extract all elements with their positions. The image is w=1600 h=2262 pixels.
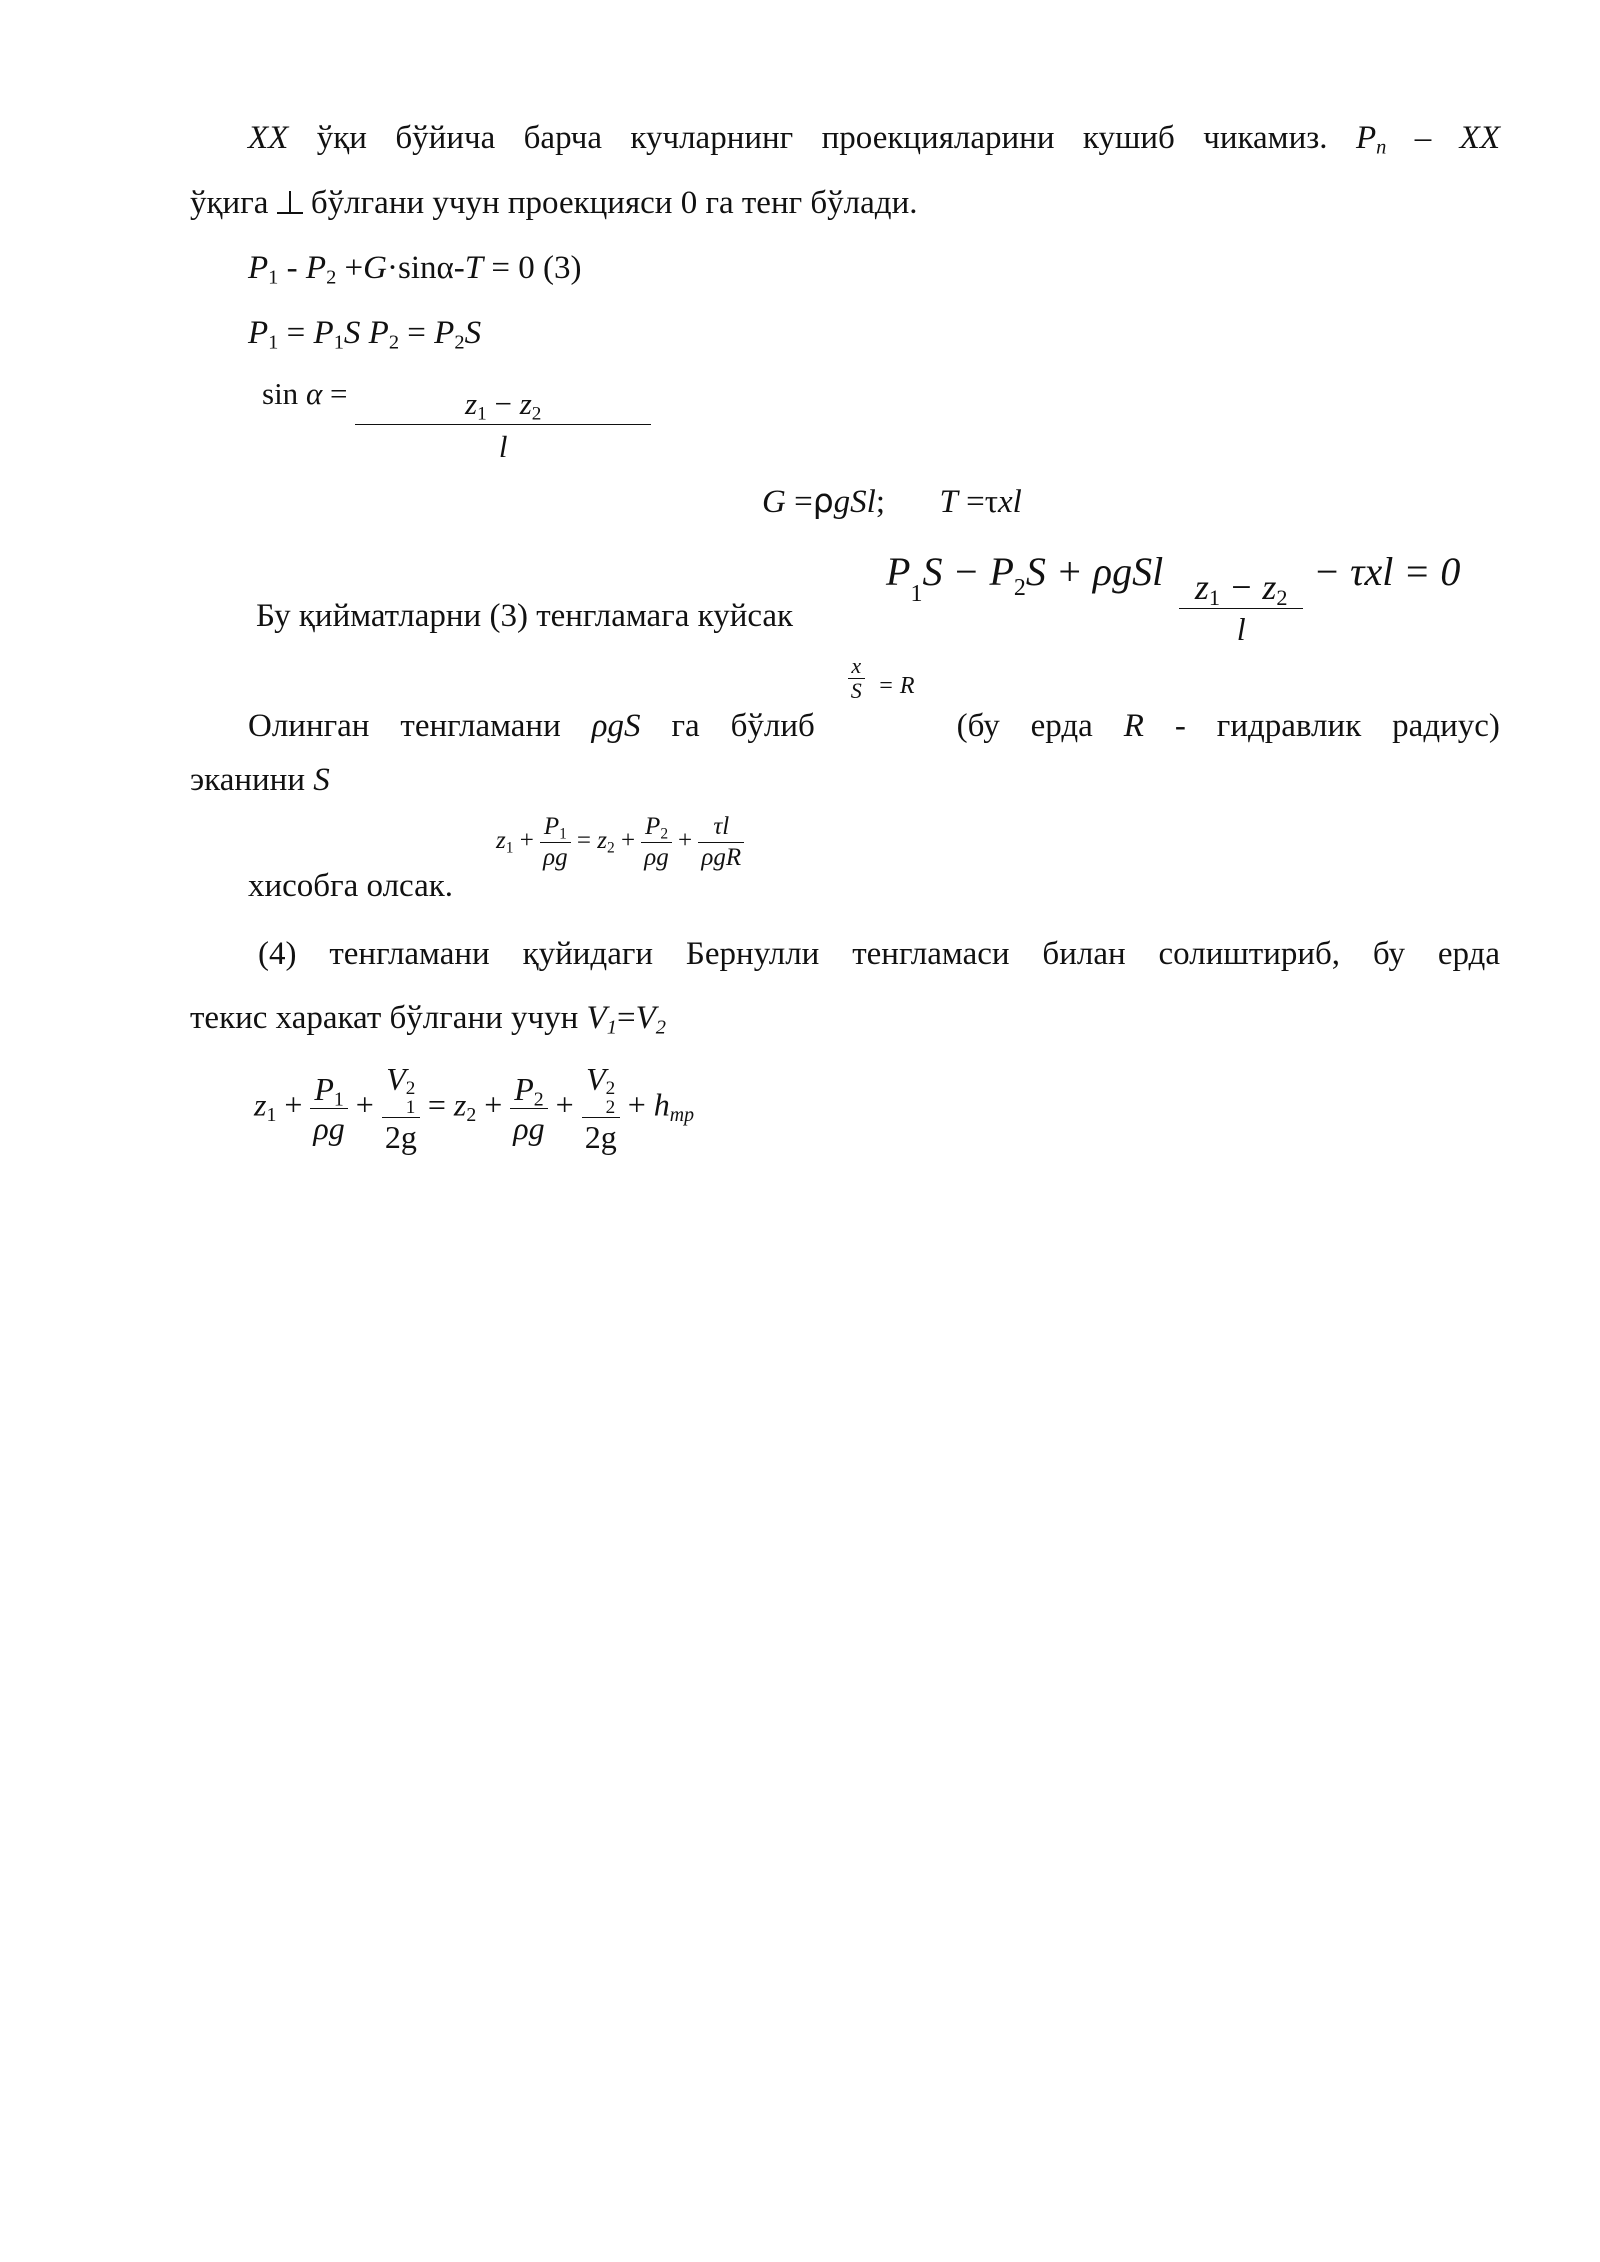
divide-word-6: гидравлик: [1216, 708, 1362, 744]
b-v1-den: 2g: [382, 1117, 420, 1156]
paragraph-4-line-2: [190, 998, 666, 1038]
e4-equals: =: [576, 827, 591, 855]
p-b-sub: 1: [333, 331, 344, 354]
x-num: x: [851, 653, 862, 678]
e4-frac-tau: [698, 812, 744, 873]
f-den-l: l: [1236, 611, 1246, 647]
num-z2-sub: 2: [531, 403, 542, 425]
e4-frac-p1-num: [541, 812, 570, 842]
e4-plus-3: +: [678, 827, 693, 855]
e4-p2-den: ρg: [641, 842, 672, 873]
divide-word-3: га: [671, 708, 700, 744]
b-frac-v1: [382, 1060, 420, 1156]
b-equals: =: [427, 1086, 446, 1123]
b-p1: P: [314, 1070, 334, 1107]
s-den: S: [848, 678, 865, 703]
e4-plus-1: +: [519, 827, 534, 855]
b-frac-p1: [310, 1070, 347, 1147]
sin-fraction: [355, 384, 651, 469]
paragraph-4-line-1: [258, 934, 1500, 974]
dash: –: [1414, 120, 1432, 156]
equation-4: [496, 812, 744, 873]
sin-alpha-equation: [262, 376, 651, 469]
b-v1: V: [386, 1061, 406, 1097]
b-v2-sub: 2: [605, 1097, 616, 1119]
v2-sub: 2: [655, 1016, 666, 1039]
b-frac-p1-num: [311, 1070, 346, 1111]
paragraph-1-line-1: [248, 118, 1500, 158]
e4-p1-den: ρg: [540, 842, 571, 873]
paragraph-1-line-2: [190, 183, 918, 223]
e4-p1: P: [543, 813, 560, 840]
e4-plus-2: +: [620, 827, 636, 855]
axis-xx: XX: [248, 120, 289, 156]
p-b: P: [313, 315, 334, 351]
bernoulli-equation: [254, 1060, 694, 1156]
sin-denominator: [355, 424, 651, 469]
b-plus-5: +: [627, 1086, 646, 1123]
rho-g-s: ρgS: [591, 708, 641, 744]
f-fraction: [1179, 566, 1303, 649]
b-z1: z: [254, 1086, 267, 1123]
b-h-sub: тр: [669, 1104, 694, 1127]
p-d-sub: 2: [454, 331, 465, 354]
gsl-symbol: gSl: [833, 484, 876, 520]
eq3-p1-sub: 1: [268, 266, 279, 289]
f-p1: P: [886, 549, 911, 594]
b-h: h: [653, 1086, 670, 1123]
b-frac-v2-num: [583, 1060, 618, 1117]
p-c: P: [368, 315, 389, 351]
eq3-g: G: [363, 250, 387, 286]
equation-pressure-forces: [248, 313, 481, 353]
e4-p2-sub: 2: [660, 825, 669, 843]
b-z2-sub: 2: [466, 1104, 477, 1127]
account-label: хисобга олсак.: [248, 868, 454, 904]
f-p2-sub: 2: [1013, 575, 1026, 601]
p-eq-2: =: [399, 315, 435, 351]
b-v1-indices: [406, 1079, 416, 1117]
r-symbol: R: [1123, 708, 1144, 744]
v-equals: =: [616, 1000, 636, 1036]
e4-frac-p2-num: [642, 812, 671, 842]
b-v2-sq: 2: [605, 1078, 616, 1099]
v1-sub: 1: [606, 1016, 617, 1039]
f-p2: P: [989, 549, 1014, 594]
den-l: l: [498, 429, 508, 464]
b-frac-p2-num: [511, 1070, 546, 1111]
b-plus-1: +: [284, 1086, 303, 1123]
f-denominator: [1179, 608, 1303, 649]
b-plus-3: +: [484, 1086, 503, 1123]
eq3-p2-sub: 2: [326, 266, 337, 289]
g-symbol: G: [762, 484, 786, 520]
b-z1-sub: 1: [266, 1104, 277, 1127]
equation-3: [248, 248, 581, 288]
f-num-z1-sub: 1: [1208, 585, 1221, 611]
symbol-p: P: [1355, 120, 1377, 156]
p-d-s: S: [464, 315, 482, 351]
b-z2: z: [453, 1086, 467, 1123]
p-d: P: [434, 315, 455, 351]
b-v2: V: [586, 1061, 606, 1097]
eq3-p1: P: [248, 250, 269, 286]
b-frac-v2: [582, 1060, 620, 1156]
eq3-rest: = 0 (3): [483, 250, 582, 286]
tau-symbol: τ: [984, 484, 999, 520]
divide-paren: (бу: [956, 708, 1000, 744]
divide-line-2-text: эканини: [190, 762, 305, 798]
num-z2: z: [519, 386, 532, 421]
e4-tau-num: τl: [713, 813, 730, 840]
paragraph-4-text: (4) тенгламани қуйидаги Бернулли тенгламаси билан солиштириб, бу ерда: [258, 936, 1500, 972]
b-v2-den: 2g: [582, 1117, 620, 1156]
b-p2: P: [514, 1070, 534, 1107]
e4-z1-sub: 1: [505, 839, 514, 857]
paragraph-1-text: ўқи бўйича барча кучларнинг проекцияларини кушиб чикамиз.: [316, 120, 1328, 156]
account-text: [248, 866, 453, 906]
f-numerator: [1192, 566, 1291, 611]
equals-r: = R: [877, 673, 915, 699]
sin-label: sin: [262, 376, 299, 411]
f-s-minus: S −: [922, 549, 990, 594]
e4-z2: z: [597, 827, 607, 855]
g-equals: =: [785, 484, 813, 520]
perpendicular-icon: [277, 189, 303, 215]
b-p1-sub: 1: [333, 1088, 344, 1111]
b-plus-4: +: [555, 1086, 574, 1123]
num-minus: −: [486, 386, 520, 421]
eq3-p2: P: [305, 250, 327, 286]
e4-z1: z: [496, 827, 506, 855]
f-tail: − τxl = 0: [1303, 549, 1461, 594]
p-a: P: [248, 315, 269, 351]
sin-equals: =: [329, 376, 348, 411]
divide-word-2: тенгламани: [400, 708, 561, 744]
p-eq-1: =: [278, 315, 314, 351]
b-v2-indices: [606, 1079, 616, 1117]
b-v1-sq: 2: [405, 1078, 416, 1099]
substitution-label: Бу қийматларни (3) тенгламага куйсак: [256, 598, 794, 634]
f-num-z2-sub: 2: [1276, 585, 1288, 611]
b-p2-den: ρg: [510, 1108, 547, 1147]
semicolon: ;: [875, 484, 886, 520]
divide-word-5: ерда: [1030, 708, 1093, 744]
b-p2-sub: 2: [533, 1088, 544, 1111]
paragraph-4-line-2-text: текис харакат бўлгани учун: [190, 1000, 579, 1036]
symbol-p-sub: n: [1376, 136, 1387, 159]
line-2-post: бўлгани учун проекцияси 0 га тенг бўлади.: [310, 185, 918, 221]
xl-symbol: xl: [998, 484, 1022, 520]
e4-z2-sub: 2: [606, 839, 615, 857]
b-p1-den: ρg: [310, 1108, 347, 1147]
b-plus-2: +: [355, 1086, 374, 1123]
eq3-t: T: [464, 250, 484, 286]
p-c-sub: 2: [388, 331, 400, 354]
divide-dash: -: [1174, 708, 1186, 744]
e4-p2: P: [645, 813, 661, 840]
g-t-equation: [762, 481, 1022, 522]
f-s-plus: S +: [1025, 549, 1093, 594]
rho-symbol: ρ: [812, 481, 834, 520]
divide-word-7: радиус): [1392, 708, 1500, 744]
f-rhogsl: ρgSl: [1092, 549, 1164, 594]
e4-p1-sub: 1: [559, 825, 567, 843]
b-v1-sub: 1: [405, 1097, 416, 1119]
line-2-pre: ўқига: [190, 185, 269, 221]
v1-symbol: V: [586, 1000, 607, 1036]
f-num-minus: − z: [1220, 567, 1277, 607]
b-frac-v1-num: [383, 1060, 418, 1117]
p-b-s: S: [343, 315, 361, 351]
substituted-equation: [886, 548, 1460, 649]
f-num-z1: z: [1194, 567, 1209, 607]
eq3-plus: +: [336, 250, 364, 286]
axis-xx-2: XX: [1459, 120, 1500, 156]
b-frac-p2: [510, 1070, 547, 1147]
num-z1: z: [465, 386, 478, 421]
eq3-minus: -: [278, 250, 306, 286]
f-p1-sub: 1: [910, 581, 923, 607]
e4-frac-p1: [540, 812, 571, 873]
eq3-sin: ·sinα-: [387, 250, 465, 286]
v2-symbol: V: [635, 1000, 656, 1036]
e4-frac-p2: [641, 812, 672, 873]
divide-word-1: Олинган: [248, 708, 370, 744]
divide-word-4: бўлиб: [730, 708, 815, 744]
t-symbol: T: [939, 484, 958, 520]
num-z1-sub: 1: [477, 403, 487, 425]
t-equals: =: [957, 484, 985, 520]
alpha-symbol: α: [305, 376, 323, 411]
p-a-sub: 1: [268, 331, 279, 354]
divide-line-1: [248, 653, 1500, 746]
divide-s: S: [313, 762, 330, 798]
sin-numerator: [355, 384, 651, 424]
e4-tau-den: ρgR: [698, 842, 744, 873]
x-over-s-equals-r: [846, 653, 926, 736]
divide-line-2: [190, 760, 330, 800]
x-over-s: [848, 654, 865, 703]
substitution-text: [256, 596, 793, 636]
